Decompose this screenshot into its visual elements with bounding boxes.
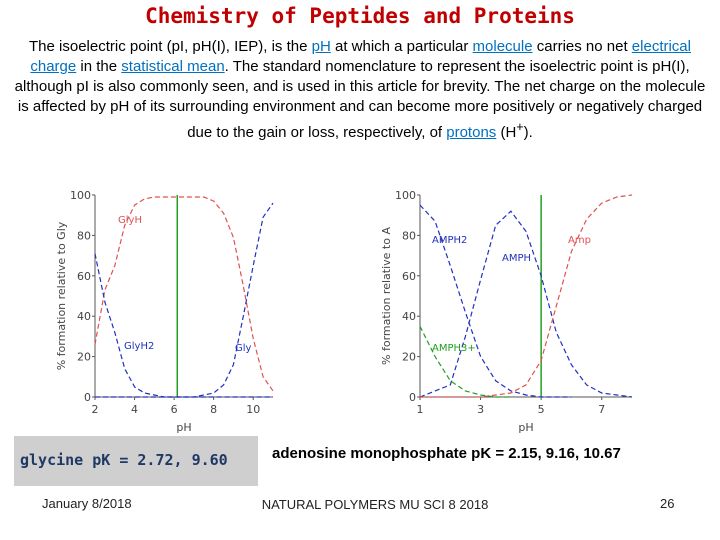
amp-y-tick-label: 100 [395, 189, 416, 202]
footer-date: January 8/2018 [42, 496, 132, 511]
para-text-7: ). [523, 124, 533, 141]
amp-series-2 [420, 195, 632, 397]
para-text-1: The isoelectric point (pI, pH(I), IEP), is the [29, 38, 312, 55]
slide-title: Chemistry of Peptides and Proteins [145, 4, 575, 28]
amp-pk-label: adenosine monophosphate pK = 2.15, 9.16, 10.67 [272, 445, 621, 462]
para-text-6: (H [496, 124, 517, 141]
amp-y-tick-label: 80 [402, 229, 416, 243]
gly-x-tick-label: 2 [91, 403, 99, 416]
amp-series-label: Amp [568, 235, 591, 246]
link-protons[interactable]: protons [446, 124, 497, 141]
link-electrical-charge[interactable]: electrical charge [30, 38, 691, 75]
amp-y-tick-label: 0 [409, 391, 416, 404]
gly-y-tick-label: 0 [84, 391, 91, 404]
gly-series-0 [95, 197, 273, 391]
intro-paragraph [10, 37, 710, 143]
para-text-4: in the [76, 58, 122, 75]
amp-y-tick-label: 20 [402, 350, 416, 364]
glycine-pk-label: glycine pK = 2.72, 9.60 [20, 451, 228, 469]
amp-x-tick-label: 1 [416, 403, 424, 416]
glycine-chart [40, 185, 280, 440]
amp-series-0 [420, 205, 571, 397]
amp-series-label: AMPH2 [432, 235, 468, 246]
para-text-5: . The standard nomenclature to represent the isoelectric point is pH(I), although pI is also commonly seen, and is used in this article for brevity. The net charge on the molecule is affected by pH of its surrounding environment and can become more positively or negatively charged due to the gain or loss, respectively, of [14, 58, 706, 141]
link-molecule[interactable]: molecule [472, 38, 533, 55]
gly-x-axis-label: pH [176, 421, 192, 434]
link-statistical-mean[interactable]: statistical mean [121, 58, 225, 75]
amp-chart [380, 185, 650, 440]
para-text-3: carries no net [532, 38, 632, 55]
amp-y-tick-label: 60 [402, 269, 416, 283]
link-ph[interactable]: pH [311, 38, 331, 55]
gly-x-tick-label: 6 [170, 403, 178, 416]
para-text-2: at which a particular [330, 38, 473, 55]
gly-y-tick-label: 80 [77, 229, 91, 243]
gly-y-axis-label: % formation relative to Gly [55, 221, 68, 371]
amp-y-axis-label: % formation relative to A [380, 227, 393, 365]
footer-page-number: 26 [660, 496, 675, 511]
para-sup: + [516, 120, 524, 134]
gly-y-tick-label: 60 [77, 269, 91, 283]
gly-x-tick-label: 10 [246, 403, 261, 416]
gly-y-tick-label: 20 [77, 350, 91, 364]
gly-series-label: Gly [235, 343, 252, 354]
gly-x-tick-label: 4 [131, 403, 139, 416]
gly-y-tick-label: 40 [77, 310, 91, 324]
gly-series-1 [95, 254, 273, 397]
gly-series-2 [95, 203, 273, 397]
amp-x-tick-label: 5 [537, 403, 545, 416]
amp-series-label: AMPH [502, 253, 532, 264]
amp-x-axis-label: pH [518, 421, 534, 434]
gly-series-label: GlyH [118, 215, 142, 226]
footer-center: NATURAL POLYMERS MU SCI 8 2018 [261, 497, 489, 512]
amp-series-label: AMPH3+ [432, 343, 476, 354]
amp-x-tick-label: 3 [477, 403, 485, 416]
amp-x-tick-label: 7 [598, 403, 606, 416]
amp-y-tick-label: 40 [402, 310, 416, 324]
gly-y-tick-label: 100 [70, 189, 91, 202]
gly-x-tick-label: 8 [210, 403, 218, 416]
gly-series-label: GlyH2 [124, 341, 155, 352]
